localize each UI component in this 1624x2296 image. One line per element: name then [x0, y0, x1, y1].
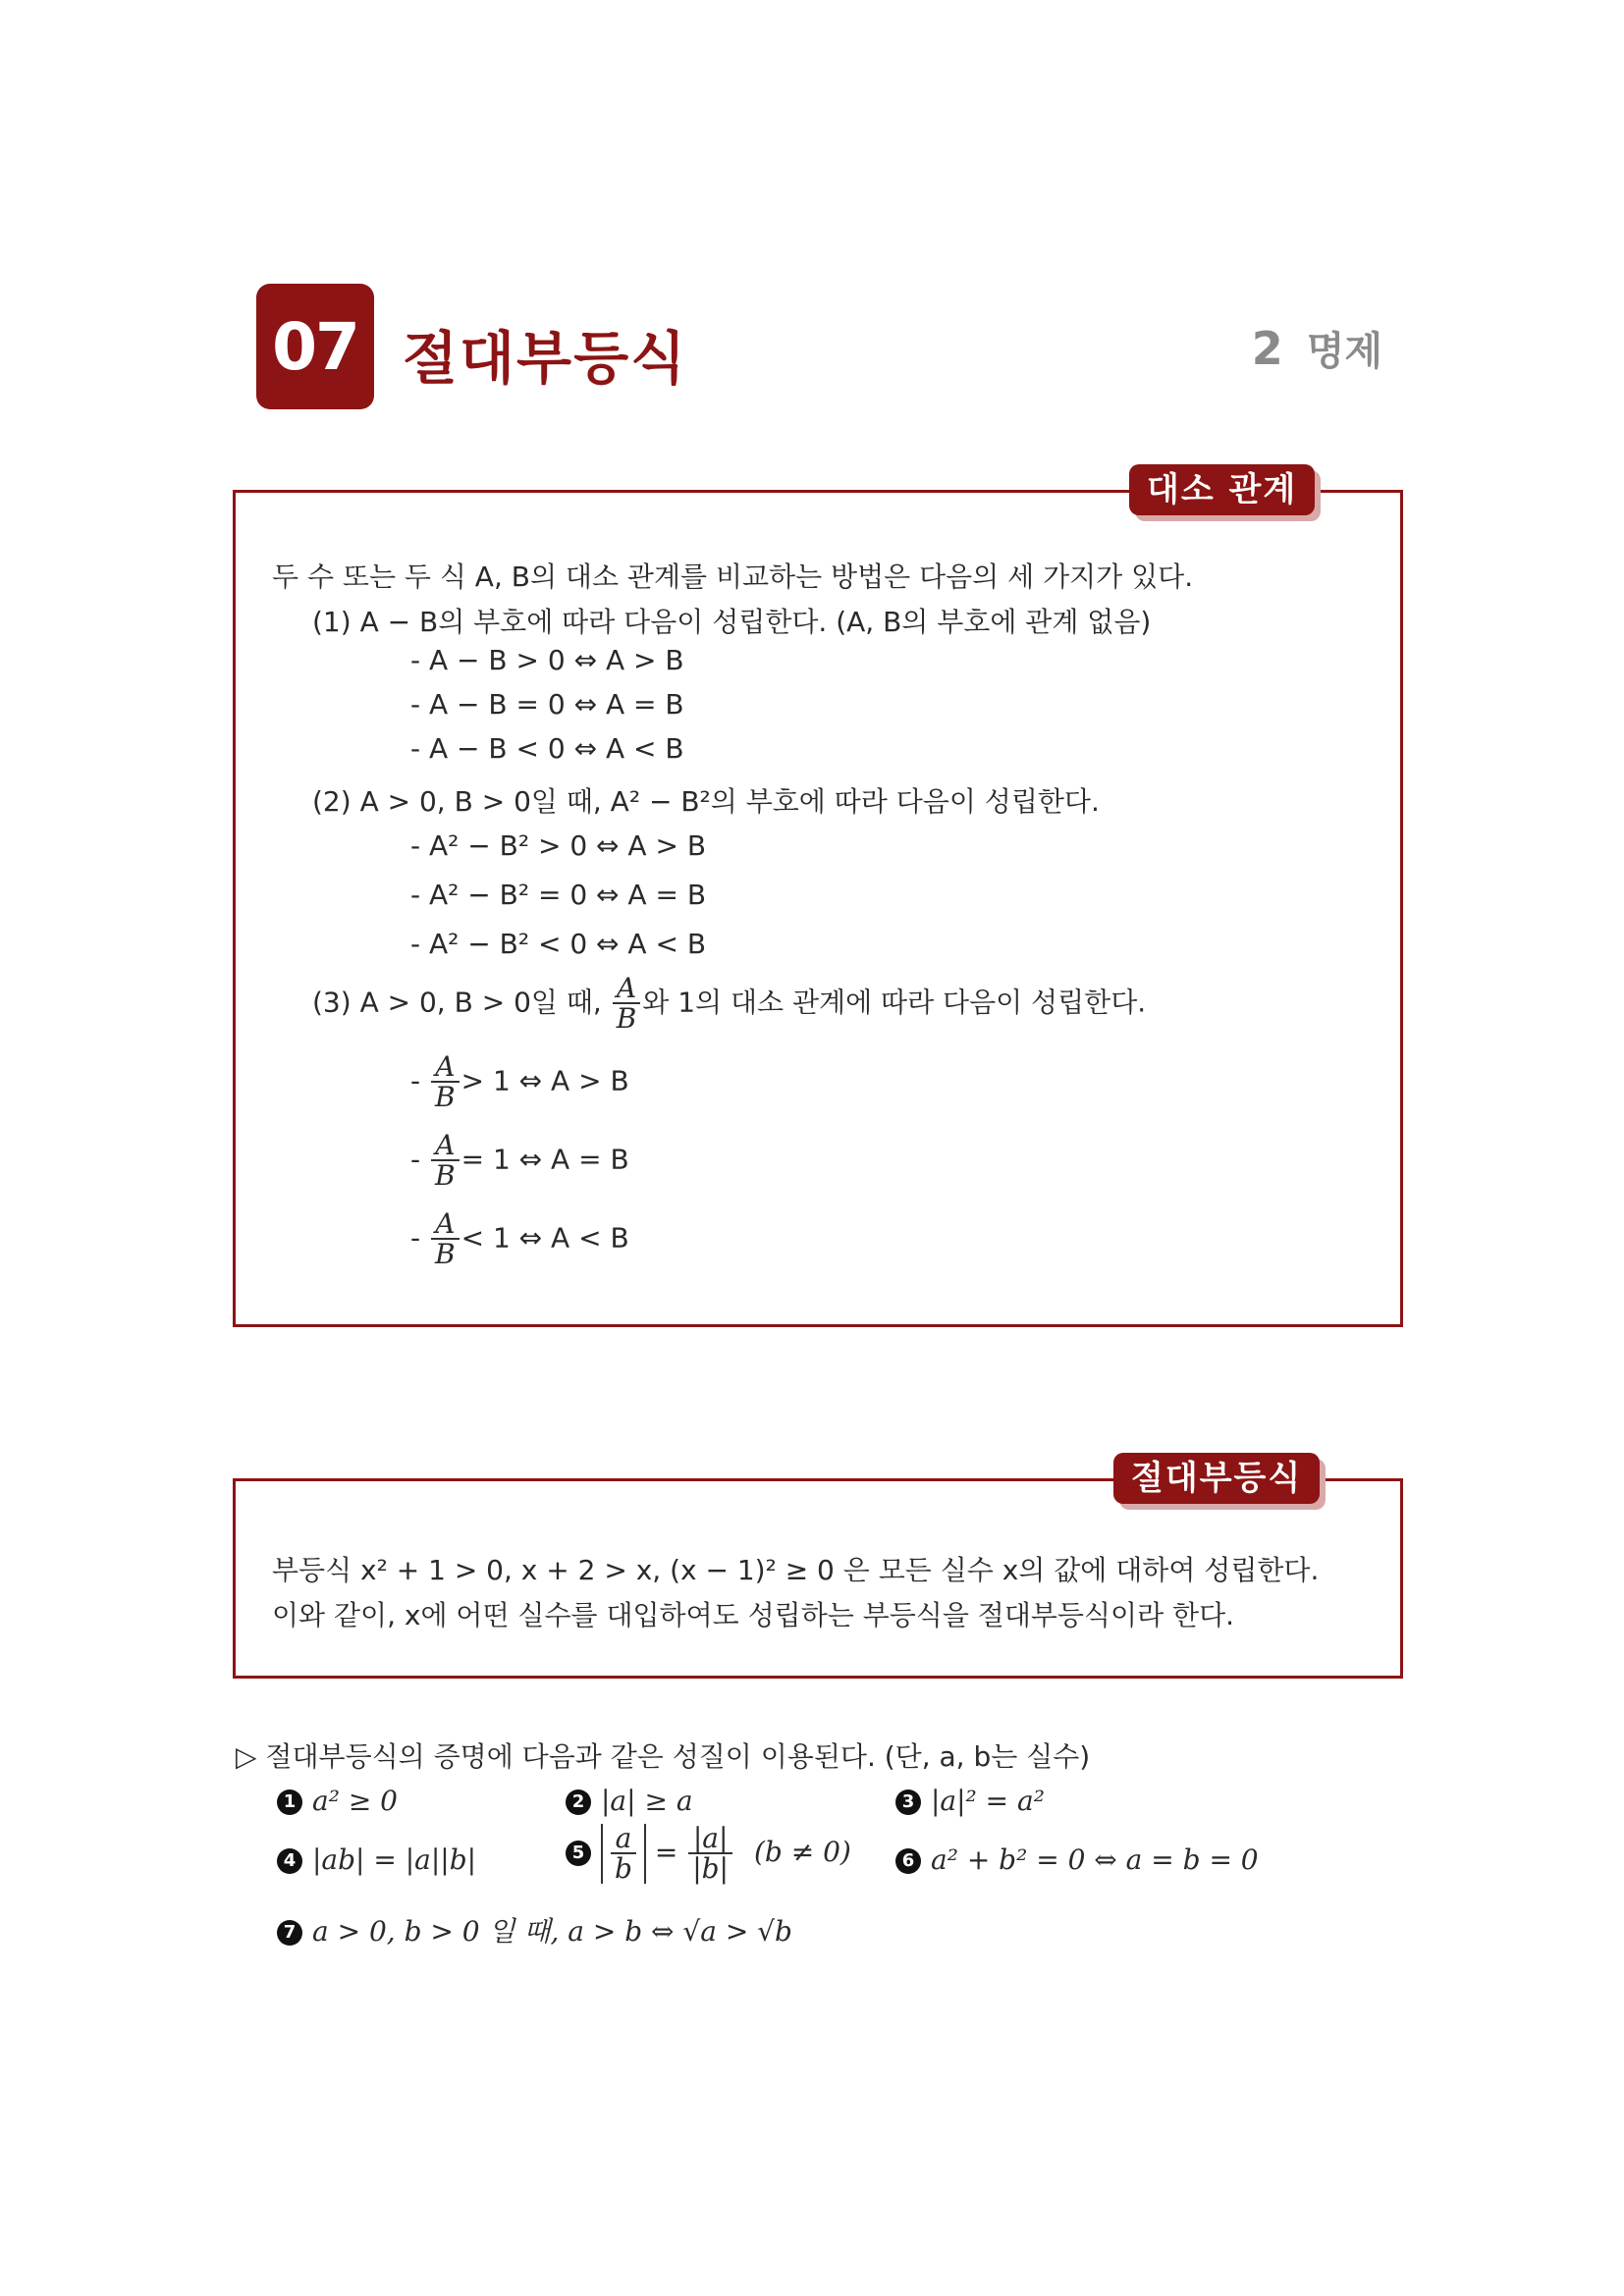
marker-7-icon: 7 [277, 1920, 302, 1946]
item3-head [312, 974, 1146, 1034]
property-condition: (b ≠ 0) [754, 1836, 851, 1869]
absolute-value-bars [601, 1824, 646, 1884]
frac-den: |b| [692, 1852, 729, 1886]
frac-num: A [431, 1052, 460, 1083]
marker-3-icon: 3 [895, 1789, 921, 1815]
frac-num: A [431, 1209, 460, 1240]
property-text: a² ≥ 0 [312, 1785, 398, 1817]
chapter-label [1252, 320, 1382, 376]
absolute-line-2: 이와 같이, x에 어떤 실수를 대입하여도 성립하는 부등식을 절대부등식이라 한다. [272, 1599, 1235, 1631]
item3-relation: < 1 ⇔ A < B [460, 1221, 629, 1255]
frac-num: A [431, 1131, 460, 1161]
fraction-a-over-b [431, 1209, 460, 1269]
frac-den: B [616, 1002, 637, 1036]
marker-4-icon: 4 [277, 1848, 302, 1874]
marker-5-icon: 5 [566, 1841, 591, 1866]
property-text: a > 0, b > 0 일 때, a > b ⇔ √a > √b [312, 1915, 792, 1948]
absolute-inequality-tag: 절대부등식 [1113, 1453, 1320, 1504]
property-text: a² + b² = 0 ⇔ a = b = 0 [931, 1843, 1259, 1876]
item1-line: - A − B > 0 ⇔ A > B [410, 644, 684, 676]
item2-line: - A² − B² = 0 ⇔ A = B [410, 879, 707, 911]
frac-den: B [435, 1159, 456, 1193]
page-title: 절대부등식 [403, 325, 688, 392]
comparison-tag: 대소 관계 [1129, 464, 1315, 515]
item3-line: - $\frac{A}{B}$ = 1 ⇔ A = B [410, 1129, 629, 1193]
section-number-badge [256, 284, 374, 409]
item3-relation: > 1 ⇔ A > B [460, 1064, 629, 1097]
property-text: |ab| = |a||b| [312, 1843, 477, 1876]
item1-line: - A − B = 0 ⇔ A = B [410, 688, 684, 721]
marker-2-icon: 2 [566, 1789, 591, 1815]
item2-line: - A² − B² > 0 ⇔ A > B [410, 829, 707, 862]
chapter-number: 2 [1251, 322, 1283, 375]
comparison-intro: 두 수 또는 두 식 A, B의 대소 관계를 비교하는 방법은 다음의 세 가지가 있다. [272, 561, 1194, 593]
properties-intro: ▷ 절대부등식의 증명에 다음과 같은 성질이 이용된다. (단, a, b는 실수) [236, 1740, 1091, 1773]
item3-line: - $\frac{A}{B}$ < 1 ⇔ A < B [410, 1207, 629, 1271]
property-3 [895, 1785, 1045, 1817]
property-text: |a|² = a² [931, 1785, 1045, 1817]
property-4 [277, 1843, 476, 1876]
fraction-abs-a-over-abs-b [688, 1824, 732, 1884]
item3-relation: = 1 ⇔ A = B [460, 1143, 629, 1176]
item1-head: (1) A − B의 부호에 따라 다음이 성립한다. (A, B의 부호에 관계 없음) [312, 606, 1152, 638]
fraction-a-over-b [431, 1052, 460, 1112]
marker-1-icon: 1 [277, 1789, 302, 1815]
item1-line: - A − B < 0 ⇔ A < B [410, 732, 684, 765]
property-5: 5 $\frac{a}{b}$ = $\frac{|a|}{|b|}$ (b ≠ 0) [566, 1824, 851, 1884]
frac-num: |a| [688, 1824, 732, 1854]
frac-num: a [611, 1824, 636, 1854]
frac-den: b [615, 1852, 632, 1886]
chapter-name: 명제 [1306, 329, 1382, 374]
frac-den: B [435, 1081, 456, 1114]
property-7 [277, 1910, 792, 1949]
marker-6-icon: 6 [895, 1848, 921, 1874]
item3-line: - $\frac{A}{B}$ > 1 ⇔ A > B [410, 1050, 629, 1114]
fraction-a-over-b [611, 1824, 636, 1884]
item2-line: - A² − B² < 0 ⇔ A < B [410, 928, 707, 960]
frac-den: B [435, 1238, 456, 1271]
frac-num: A [613, 974, 641, 1004]
section-number: 07 [272, 308, 358, 385]
item2-head: (2) A > 0, B > 0일 때, A² − B²의 부호에 따라 다음이 성립한다. [312, 785, 1100, 818]
fraction-a-over-b [613, 974, 641, 1034]
absolute-line-1: 부등식 x² + 1 > 0, x + 2 > x, (x − 1)² ≥ 0 은 모든 실수 x의 값에 대하여 성립한다. [272, 1554, 1320, 1586]
property-6 [895, 1843, 1259, 1876]
fraction-a-over-b [431, 1131, 460, 1191]
item3-suffix: 와 1의 대소 관계에 따라 다음이 성립한다. [642, 986, 1147, 1019]
item3-prefix: (3) A > 0, B > 0일 때, [312, 986, 602, 1019]
property-text: |a| ≥ a [601, 1785, 693, 1817]
property-2 [566, 1785, 693, 1817]
property-1 [277, 1785, 398, 1817]
